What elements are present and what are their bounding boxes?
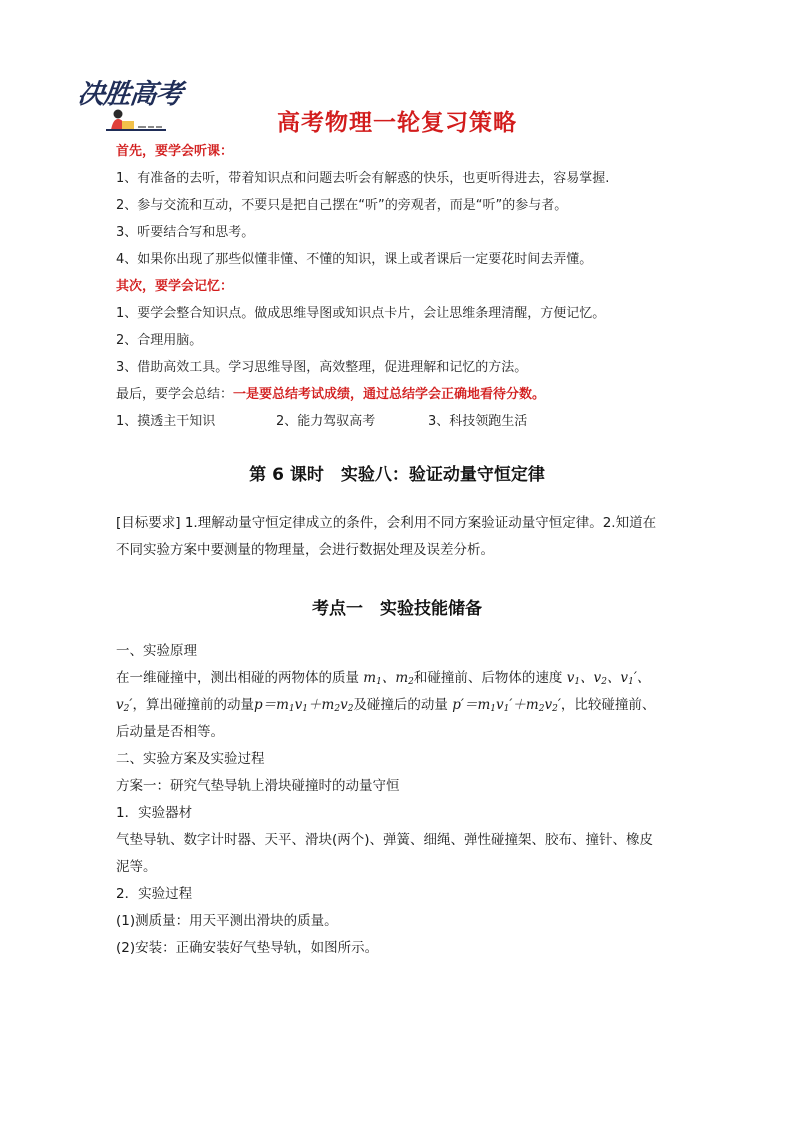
step-1: (1)测质量：用天平测出滑块的质量。 xyxy=(116,913,338,929)
principle-text-c: ，算出碰撞前的动量 xyxy=(132,697,254,713)
logo-text: 决胜高考 xyxy=(76,79,184,110)
principle-text-e: ，比较碰撞前、 xyxy=(560,697,656,713)
goals-tag: [目标要求] xyxy=(116,515,181,531)
main-title: 高考物理一轮复习策略 xyxy=(277,110,517,136)
formula-v2-prime: $v_2'$ xyxy=(116,697,133,714)
principle-text-d: 及碰撞后的动量 xyxy=(353,697,448,713)
section-title: 考点一 实验技能储备 xyxy=(312,599,482,619)
formula-masses: $m_1$、$m_2$ xyxy=(363,670,414,687)
procedure-heading: 二、实验方案及实验过程 xyxy=(116,751,265,767)
listen-heading: 首先，要学会听课： xyxy=(116,144,234,159)
listen-item-2: 2、参与交流和互动，不要只是把自己摆在“听”的旁观者，而是“听”的参与者。 xyxy=(116,198,568,213)
equipment-line-1: 气垫导轨、数字计时器、天平、滑块(两个)、弹簧、细绳、弹性碰撞架、胶布、撞针、橡皮 xyxy=(116,832,654,848)
principle-line-1 xyxy=(116,669,650,691)
tip-1: 1、摸透主干知识 xyxy=(116,414,216,429)
plan-one: 方案一：研究气垫导轨上滑块碰撞时的动量守恒 xyxy=(116,778,400,794)
formula-momentum-after: $p'=m_1v_1'+m_2v_2'$ xyxy=(452,697,561,714)
goals-line-1 xyxy=(116,514,656,532)
principle-line-2 xyxy=(116,696,655,718)
tip-3: 3、科技领跑生活 xyxy=(428,414,528,429)
listen-item-1: 1、有准备的去听，带着知识点和问题去听会有解惑的快乐，也更听得进去，容易掌握. xyxy=(116,171,610,186)
memory-item-3: 3、借助高效工具。学习思维导图，高效整理，促进理解和记忆的方法。 xyxy=(116,360,528,375)
principle-heading: 一、实验原理 xyxy=(116,643,197,659)
formula-momentum-before: $p=m_1v_1+m_2v_2$ xyxy=(253,697,354,714)
memory-heading: 其次，要学会记忆： xyxy=(116,279,234,294)
principle-text-b: 和碰撞前、后物体的速度 xyxy=(413,670,563,686)
listen-item-3: 3、听要结合写和思考。 xyxy=(116,225,255,240)
listen-item-4: 4、如果你出现了那些似懂非懂、不懂的知识，课上或者课后一定要花时间去弄懂。 xyxy=(116,252,593,267)
lesson-title: 第 6 课时 实验八：验证动量守恒定律 xyxy=(249,465,545,485)
formula-velocities: $v_1$、$v_2$、$v_1'$、 xyxy=(566,670,651,687)
memory-item-1: 1、要学会整合知识点。做成思维导图或知识点卡片，会让思维条理清醒，方便记忆。 xyxy=(116,306,606,321)
summary-prefix: 最后，要学会总结： xyxy=(116,387,234,402)
goals-line-2: 不同实验方案中要测量的物理量，会进行数据处理及误差分析。 xyxy=(116,542,494,558)
equipment-heading: 1．实验器材 xyxy=(116,805,193,821)
equipment-line-2: 泥等。 xyxy=(116,859,157,875)
memory-item-2: 2、合理用脑。 xyxy=(116,333,203,348)
summary-emphasis: 一是要总结考试成绩，通过总结学会正确地看待分数。 xyxy=(233,387,546,402)
goals-text-1: 1.理解动量守恒定律成立的条件，会利用不同方案验证动量守恒定律。2.知道在 xyxy=(184,515,657,531)
step-2: (2)安装：正确安装好气垫导轨，如图所示。 xyxy=(116,940,379,956)
summary-line xyxy=(116,386,545,404)
principle-text-a: 在一维碰撞中，测出相碰的两物体的质量 xyxy=(116,670,359,686)
tip-2: 2、能力驾驭高考 xyxy=(276,414,376,429)
process-heading: 2．实验过程 xyxy=(116,886,193,902)
principle-line-3: 后动量是否相等。 xyxy=(116,724,224,740)
